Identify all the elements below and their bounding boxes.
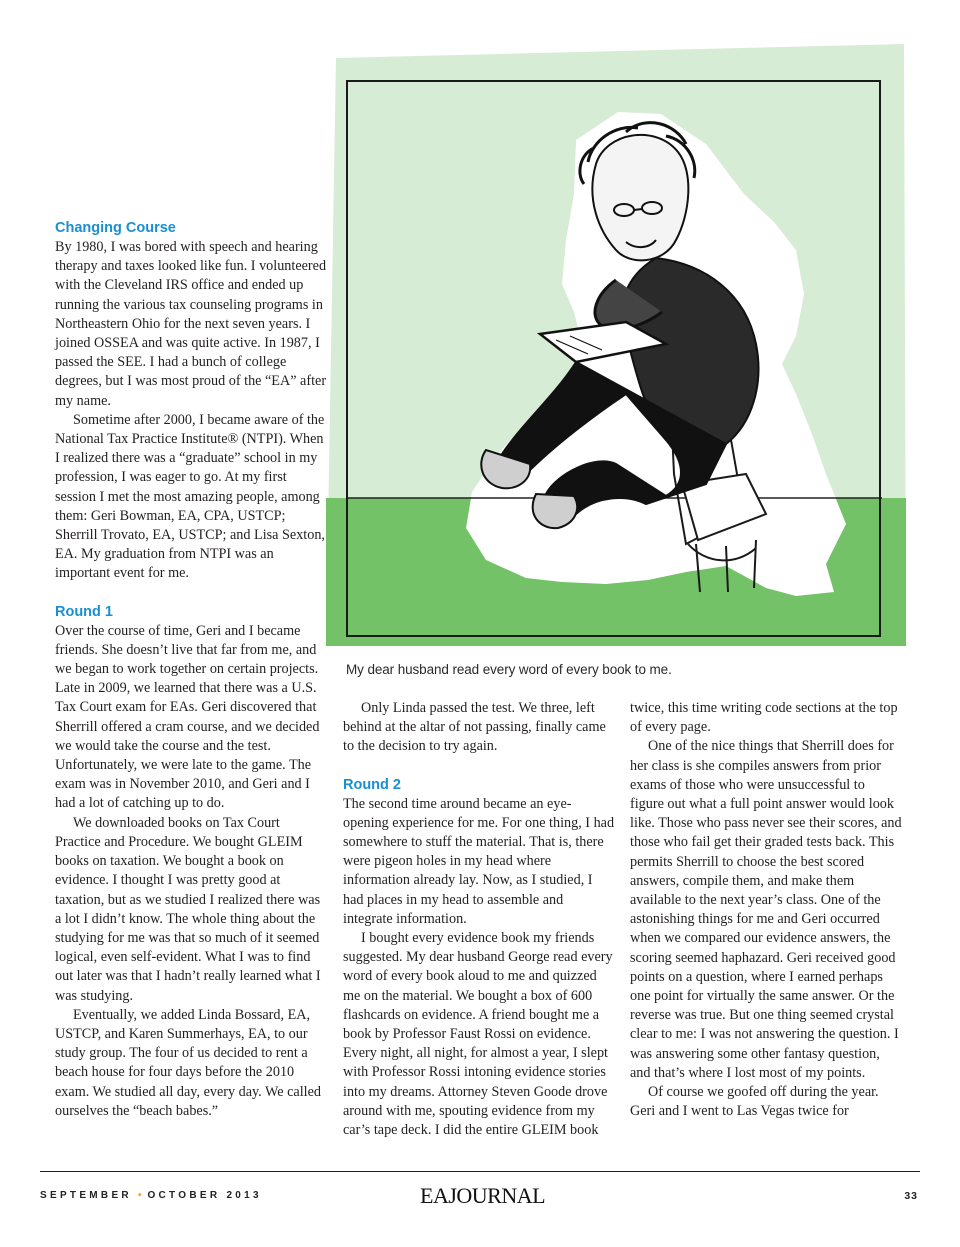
paragraph: Only Linda passed the test. We three, left behind at the altar of not passing, finally came to the decision to try again. <box>343 700 606 755</box>
footer-issue-date <box>40 1190 262 1201</box>
paragraph: twice, this time writing code sections at the top of every page. <box>630 700 898 736</box>
paragraph: Over the course of time, Geri and I became friends. She doesn’t live that far from me, and we began to work together on certain projects. Late in 2009, we learned that there was a U.S. Tax Court exam for EAs. Geri discovered that Sherrill offered a cram course, and we decided we would take the course and the test. Unfortunately, we were late to the game. The exam was in November 2010, and Geri and I had a lot of catching up to do. <box>55 622 320 812</box>
paragraph: The second time around became an eye-opening experience for me. For one thing, I had somewhere to stuff the material. That is, there were pigeon holes in my head where information already lay. Now, as I studied, I had places in my head to assemble and integrate information. <box>343 795 615 927</box>
section-heading: Round 2 <box>343 776 401 793</box>
paragraph: Sometime after 2000, I became aware of the National Tax Practice Institute® (NTPI). When I realized there was a “graduate” school in my profession, I was eager to go. At my first session I met the most amazing people, among them: Geri Bowman, EA, CPA, USTCP; Sherrill Trovato, EA, USTCP; and Lisa Sexton, EA. My graduation from NTPI was an important event for me. <box>55 411 325 582</box>
paragraph: We downloaded books on Tax Court Practice and Procedure. We bought GLEIM books on taxation. We bought a book on evidence. I thought I was pretty good at taxation, but as we studied I realized there was a lot I didn’t know. The whole thing about the studying for me was that so much of it seemed logical, even self-evident. What I was to find out later was that I hadn’t really learned what I was studying. <box>55 814 321 1004</box>
section-heading: Round 1 <box>55 603 113 620</box>
footer-rule <box>40 1171 920 1172</box>
column-2 <box>343 699 615 1140</box>
ea-journal-logo: EAJOURNAL <box>420 1183 546 1208</box>
paragraph: By 1980, I was bored with speech and hearing therapy and taxes looked like fun. I volunteered with the Cleveland IRS office and ended up running the various tax counseling programs in Northeastern Ohio for the next seven years. I joined OSSEA and was quite active. In 1987, I passed the SEE. I had a bunch of college degrees, but I was most proud of the “EA” after my name. <box>55 239 327 409</box>
footer-month-2: OCTOBER 2013 <box>147 1190 262 1201</box>
paragraph: One of the nice things that Sherrill does for her class is she compiles answers from prior exams of those who were unsuccessful to figure out what a full point answer would look like. Those who pass never see their scores, and those who fail get their graded tests back. This permits Sherrill to choose the best scored answers, compile them, and make them available to the next year’s class. One of the astonishing things for me and Geri occurred when we compared our evidence answers, the scoring seemed haphazard. Geri received good points on a question, where I earned perhaps one point for virtually the same answer. Or the reverse was true. But one thing seemed crystal clear to me: I was not answering the question. I was answering some other fantasy question, and that’s where I lost most of my points. <box>630 738 902 1081</box>
paragraph: Eventually, we added Linda Bossard, EA, USTCP, and Karen Summerhays, EA, to our study group. The four of us decided to rent a beach house for four days before the 2010 exam. We studied all day, every day. We called ourselves the “beach babes.” <box>55 1006 321 1119</box>
paragraph: I bought every evidence book my friends suggested. My dear husband George read every word of every book aloud to me and quizzed me on the material. We bought a box of 600 flashcards on evidence. A friend bought me a book by Professor Faust Rossi on evidence. Every night, all night, for almost a year, I slept with Professor Rossi intoning evidence stories into my dreams. Attorney Steven Goode drove around with me, spouting evidence from my car’s tape deck. I did the entire GLEIM book <box>343 930 613 1139</box>
column-1 <box>55 219 327 1121</box>
section-heading: Changing Course <box>55 220 176 236</box>
illustration-caption: My dear husband read every word of every book to me. <box>346 662 672 677</box>
paragraph: Of course we goofed off during the year. Geri and I went to Las Vegas twice for <box>630 1084 879 1120</box>
footer-month-1: SEPTEMBER <box>40 1190 132 1201</box>
column-3 <box>630 699 902 1121</box>
footer-dot-icon: • <box>137 1190 142 1201</box>
page-number: 33 <box>904 1190 918 1202</box>
illustration-frame <box>346 80 881 637</box>
